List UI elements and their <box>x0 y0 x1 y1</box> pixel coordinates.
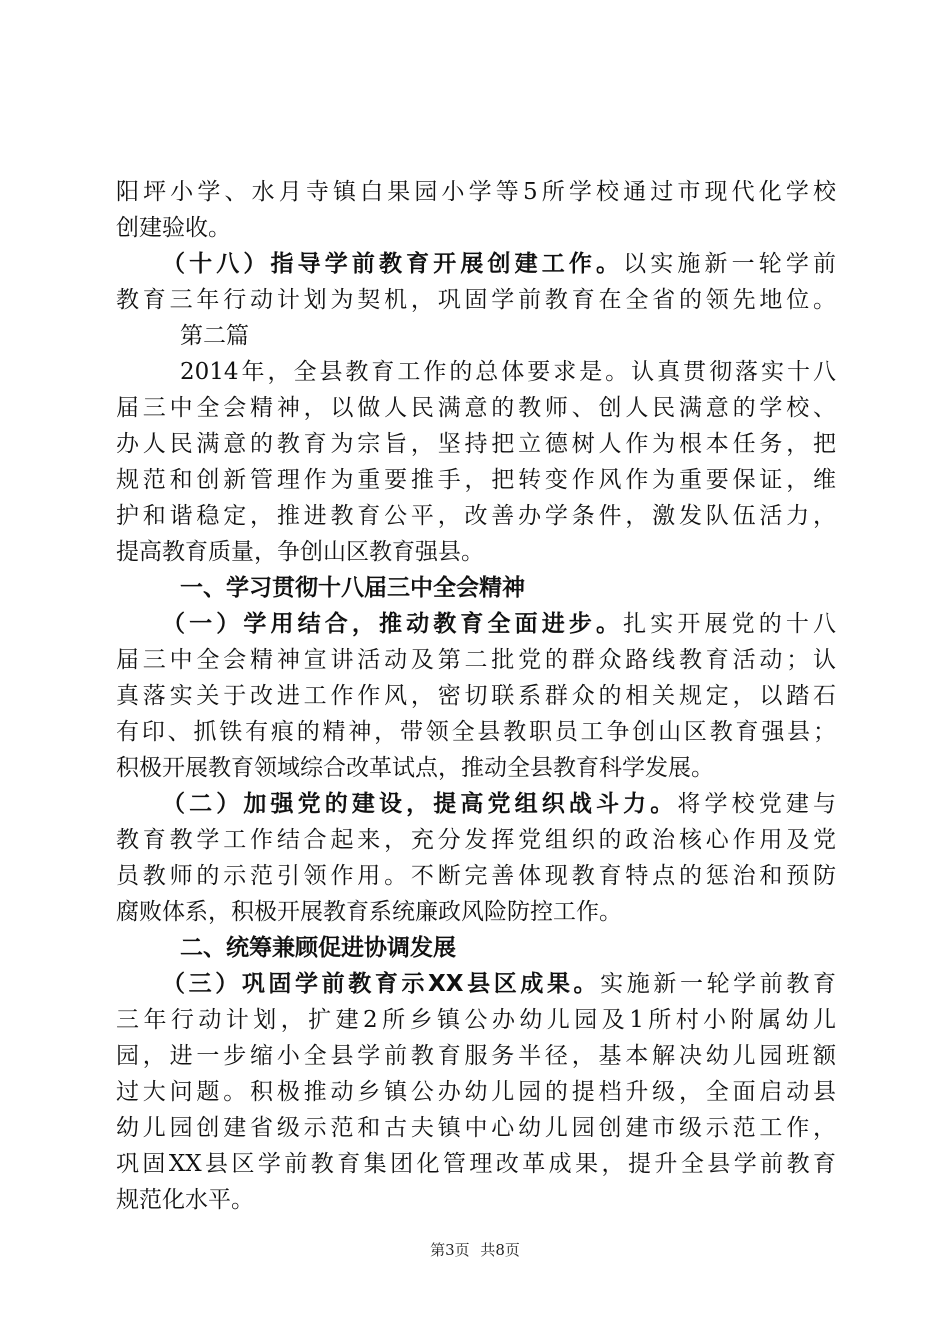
section-3-line <box>162 966 836 1002</box>
body-line: 教育三年行动计划为契机，巩固学前教育在全省的领先地位。 <box>116 287 836 313</box>
section-heading-1: 一、学习贯彻十八届三中全会精神 <box>180 575 525 601</box>
body-line: 真落实关于改进工作作风，密切联系群众的相关规定，以踏石 <box>116 683 836 709</box>
heading-1-text: 扎实开展党的十八 <box>623 611 836 637</box>
page-footer <box>0 1240 950 1260</box>
body-line: 2014年，全县教育工作的总体要求是。认真贯彻落实十八 <box>180 359 836 385</box>
heading-1: （一）学用结合，推动教育全面进步。 <box>162 611 624 637</box>
page-total: 共8页 <box>480 1241 520 1259</box>
heading-3: （三）巩固学前教育示XX县区成果。 <box>162 971 601 997</box>
body-line: 届三中全会精神，以做人民满意的教师、创人民满意的学校、 <box>116 395 836 421</box>
heading-3-text: 实施新一轮学前教育 <box>600 971 836 997</box>
body-line: 规范化水平。 <box>116 1187 254 1213</box>
section-2-line <box>162 786 836 822</box>
body-line: 届三中全会精神宣讲活动及第二批党的群众路线教育活动；认 <box>116 647 836 673</box>
body-line: 规范和创新管理作为重要推手，把转变作风作为重要保证，维 <box>116 467 836 493</box>
body-line: 有印、抓铁有痕的精神，带领全县教职员工争创山区教育强县； <box>116 719 836 745</box>
body-line: 员教师的示范引领作用。不断完善体现教育特点的惩治和预防 <box>116 863 836 889</box>
section-18-line <box>162 246 836 282</box>
body-line: 三年行动计划，扩建2所乡镇公办幼儿园及1所村小附属幼儿 <box>116 1007 836 1033</box>
body-line: 阳坪小学、水月寺镇白果园小学等5所学校通过市现代化学校 <box>116 179 836 205</box>
heading-18-text: 以实施新一轮学前 <box>623 251 836 277</box>
section-1-line <box>162 606 836 642</box>
heading-2-text: 将学校党建与 <box>677 791 836 817</box>
body-line: 园，进一步缩小全县学前教育服务半径，基本解决幼儿园班额 <box>116 1043 836 1069</box>
page-number: 第3页 <box>430 1241 470 1259</box>
body-line: 护和谐稳定，推进教育公平，改善办学条件，激发队伍活力， <box>116 503 836 529</box>
heading-2: （二）加强党的建设，提高党组织战斗力。 <box>162 791 678 817</box>
section-heading-2: 二、统筹兼顾促进协调发展 <box>180 935 456 961</box>
body-line: 办人民满意的教育为宗旨，坚持把立德树人作为根本任务，把 <box>116 431 836 457</box>
body-line: 巩固XX县区学前教育集团化管理改革成果，提升全县学前教育 <box>116 1151 836 1177</box>
body-line: 过大问题。积极推动乡镇公办幼儿园的提档升级，全面启动县 <box>116 1079 836 1105</box>
body-line: 提高教育质量，争创山区教育强县。 <box>116 539 484 565</box>
part-title: 第二篇 <box>180 323 249 349</box>
body-line: 幼儿园创建省级示范和古夫镇中心幼儿园创建市级示范工作， <box>116 1115 836 1141</box>
body-line: 创建验收。 <box>116 215 231 241</box>
body-line: 积极开展教育领域综合改革试点，推动全县教育科学发展。 <box>116 755 714 781</box>
body-line: 腐败体系，积极开展教育系统廉政风险防控工作。 <box>116 899 622 925</box>
heading-18: （十八）指导学前教育开展创建工作。 <box>162 251 624 277</box>
body-line: 教育教学工作结合起来，充分发挥党组织的政治核心作用及党 <box>116 827 836 853</box>
